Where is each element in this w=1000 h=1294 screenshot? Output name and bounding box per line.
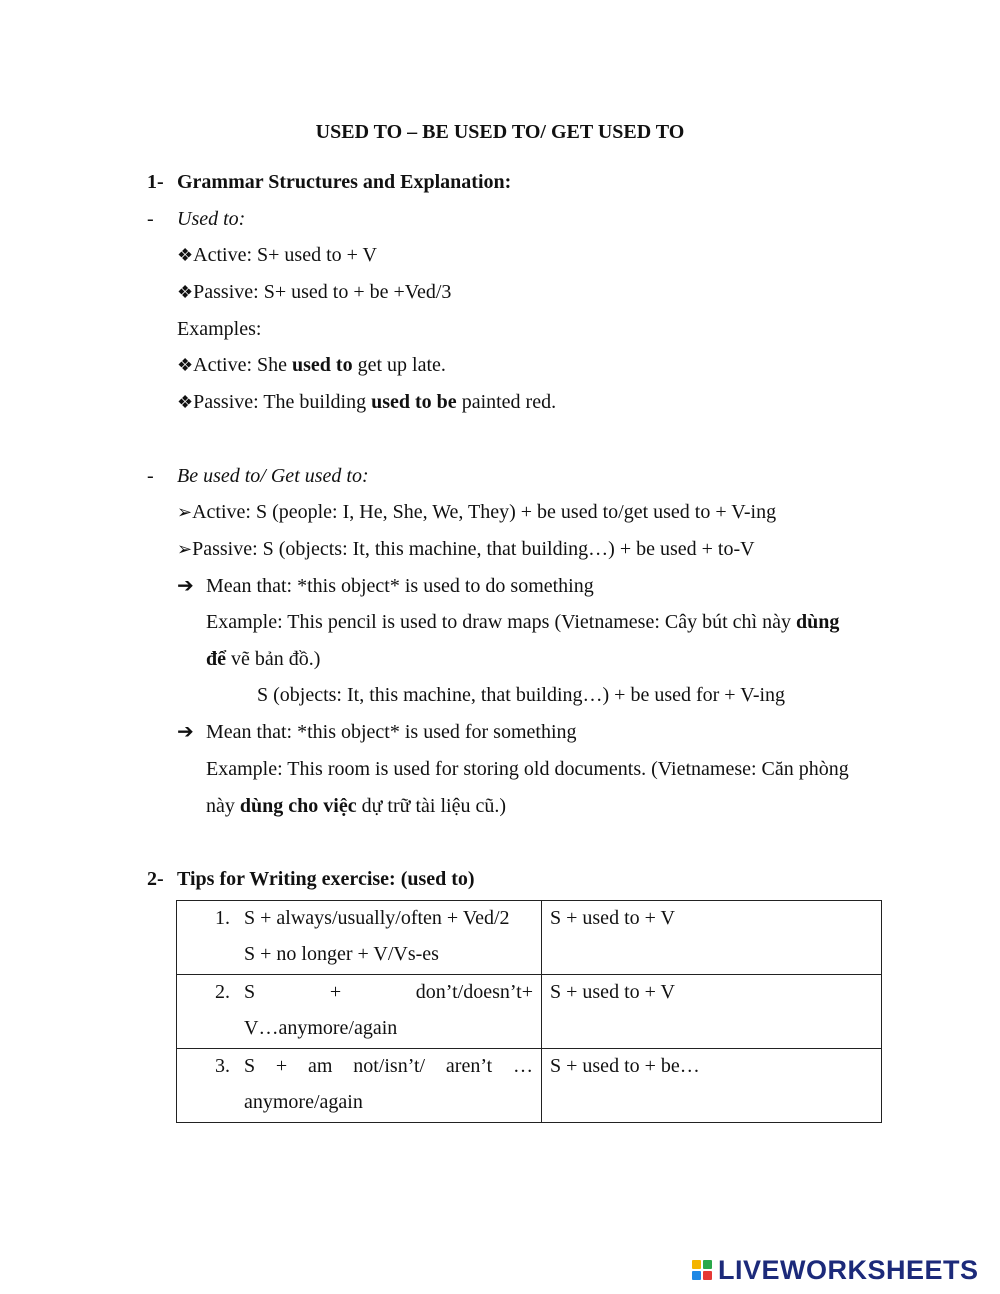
section2-number: 2- bbox=[147, 868, 164, 890]
table-row bbox=[177, 975, 882, 1049]
table-row bbox=[177, 1049, 882, 1123]
table-cell-right bbox=[542, 901, 882, 975]
row-left-line1: S + am not/isn’t/ aren’t … bbox=[244, 1055, 533, 1077]
example-pencil-line2: để vẽ bản đồ.) bbox=[206, 648, 321, 670]
table-cell-right bbox=[542, 1049, 882, 1123]
arrowhead-bullet-icon: ➢ bbox=[177, 539, 193, 559]
example-passive: ❖Passive: The building used to be painted red. bbox=[177, 391, 557, 413]
example-room-line2: này dùng cho việc dự trữ tài liệu cũ.) bbox=[206, 795, 506, 817]
example-active: ❖Active: She used to get up late. bbox=[177, 354, 446, 376]
arrowhead-bullet-icon: ➢ bbox=[177, 502, 193, 522]
tips-table bbox=[176, 900, 882, 1123]
example-pencil-line1: Example: This pencil is used to draw maps (Vietnamese: Cây bút chì này dùng bbox=[206, 611, 840, 633]
be-used-to-passive: ➢Passive: S (objects: It, this machine, that building…) + be used + to-V bbox=[177, 538, 755, 560]
arrow-icon: ➔ bbox=[177, 575, 194, 597]
row-left-line2: anymore/again bbox=[244, 1091, 363, 1113]
row-left-line1: S + always/usually/often + Ved/2 bbox=[244, 907, 510, 929]
active-structure: ❖Active: S+ used to + V bbox=[177, 244, 377, 266]
diamond-bullet-icon: ❖ bbox=[177, 392, 194, 412]
diamond-bullet-icon: ❖ bbox=[177, 245, 194, 265]
page-title: USED TO – BE USED TO/ GET USED TO bbox=[315, 121, 685, 143]
mean-that-2: Mean that: *this object* is used for something bbox=[206, 721, 577, 743]
logo-text: LIVEWORKSHEETS bbox=[718, 1254, 979, 1285]
examples-label: Examples: bbox=[177, 318, 262, 340]
section2-heading: Tips for Writing exercise: (used to) bbox=[177, 868, 475, 890]
passive-structure: ❖Passive: S+ used to + be +Ved/3 bbox=[177, 281, 452, 303]
mean-that-1: Mean that: *this object* is used to do something bbox=[206, 575, 594, 597]
table-cell-left bbox=[177, 1049, 542, 1123]
row-right: S + used to + V bbox=[550, 907, 675, 929]
liveworksheets-logo bbox=[692, 1254, 979, 1285]
diamond-bullet-icon: ❖ bbox=[177, 355, 194, 375]
section1-number: 1- bbox=[147, 171, 164, 193]
table-cell-right bbox=[542, 975, 882, 1049]
dash: - bbox=[147, 465, 154, 487]
row-left-line2: S + no longer + V/Vs-es bbox=[244, 943, 439, 965]
row-left-line2: V…anymore/again bbox=[244, 1017, 398, 1039]
be-used-to-active: ➢Active: S (people: I, He, She, We, They) + be used to/get used to + V-ing bbox=[177, 501, 777, 523]
row-number: 3. bbox=[215, 1055, 230, 1077]
example-room-line1: Example: This room is used for storing old documents. (Vietnamese: Căn phòng bbox=[206, 758, 849, 780]
table-cell-left bbox=[177, 975, 542, 1049]
row-left-line1: S + don’t/doesn’t+ bbox=[244, 981, 533, 1003]
be-used-to-label: Be used to/ Get used to: bbox=[177, 465, 369, 487]
structure-used-for: S (objects: It, this machine, that building…) + be used for + V-ing bbox=[257, 684, 786, 706]
row-right: S + used to + be… bbox=[550, 1055, 700, 1077]
logo-squares-icon bbox=[692, 1260, 712, 1280]
arrow-icon: ➔ bbox=[177, 721, 194, 743]
diamond-bullet-icon: ❖ bbox=[177, 282, 194, 302]
section1-heading: Grammar Structures and Explanation: bbox=[177, 171, 512, 193]
table-cell-left bbox=[177, 901, 542, 975]
table-row bbox=[177, 901, 882, 975]
dash: - bbox=[147, 208, 154, 230]
row-number: 2. bbox=[215, 981, 230, 1003]
used-to-label: Used to: bbox=[177, 208, 246, 230]
row-right: S + used to + V bbox=[550, 981, 675, 1003]
row-number: 1. bbox=[215, 907, 230, 929]
